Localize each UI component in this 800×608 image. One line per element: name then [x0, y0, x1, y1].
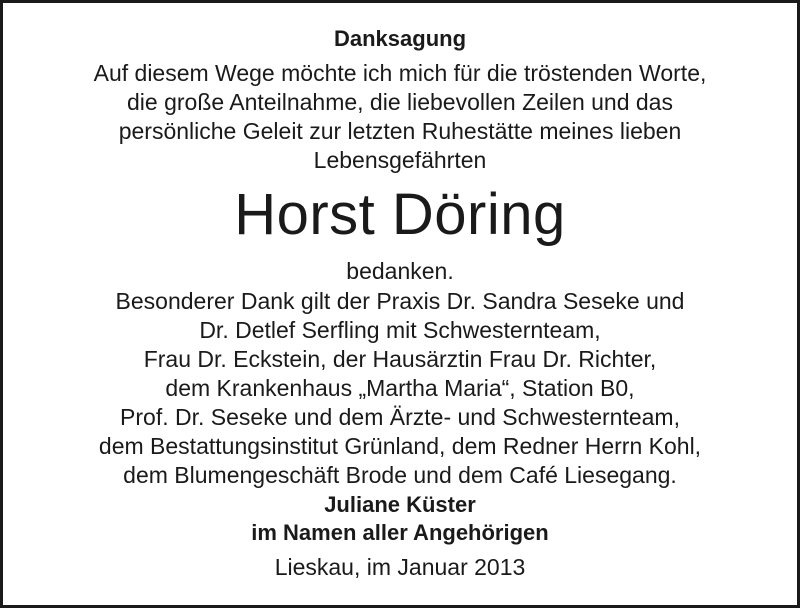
- special-thanks-line: Prof. Dr. Seseke und dem Ärzte- und Schwesternteam,: [120, 404, 680, 430]
- thanks-word: bedanken.: [346, 258, 454, 284]
- intro-line: Auf diesem Wege möchte ich mich für die tröstenden Worte,: [93, 60, 707, 86]
- deceased-name: Horst Döring: [234, 182, 566, 247]
- special-thanks-line: Besonderer Dank gilt der Praxis Dr. Sandra Seseke und: [115, 288, 685, 314]
- signer-name: Juliane Küster: [324, 492, 476, 517]
- special-thanks-line: Frau Dr. Eckstein, der Hausärztin Frau Dr. Richter,: [143, 346, 657, 372]
- special-thanks-line: dem Blumengeschäft Brode und dem Café Liesegang.: [123, 462, 677, 488]
- signer-block: [3, 491, 797, 547]
- intro-line: persönliche Geleit zur letzten Ruhestätte meines lieben: [118, 118, 682, 144]
- special-thanks-text: [3, 287, 797, 490]
- place-date: Lieskau, im Januar 2013: [274, 554, 526, 580]
- intro-line: Lebensgefährten: [313, 147, 487, 173]
- notice-title: Danksagung: [333, 26, 467, 51]
- special-thanks-line: Dr. Detlef Serfling mit Schwesternteam,: [199, 317, 601, 343]
- signer-note: im Namen aller Angehörigen: [251, 520, 549, 545]
- intro-text: [3, 59, 797, 175]
- special-thanks-line: dem Bestattungsinstitut Grünland, dem Redner Herrn Kohl,: [98, 433, 702, 459]
- special-thanks-line: dem Krankenhaus „Martha Maria“, Station B0,: [165, 375, 635, 401]
- intro-line: die große Anteilnahme, die liebevollen Zeilen und das: [127, 89, 673, 115]
